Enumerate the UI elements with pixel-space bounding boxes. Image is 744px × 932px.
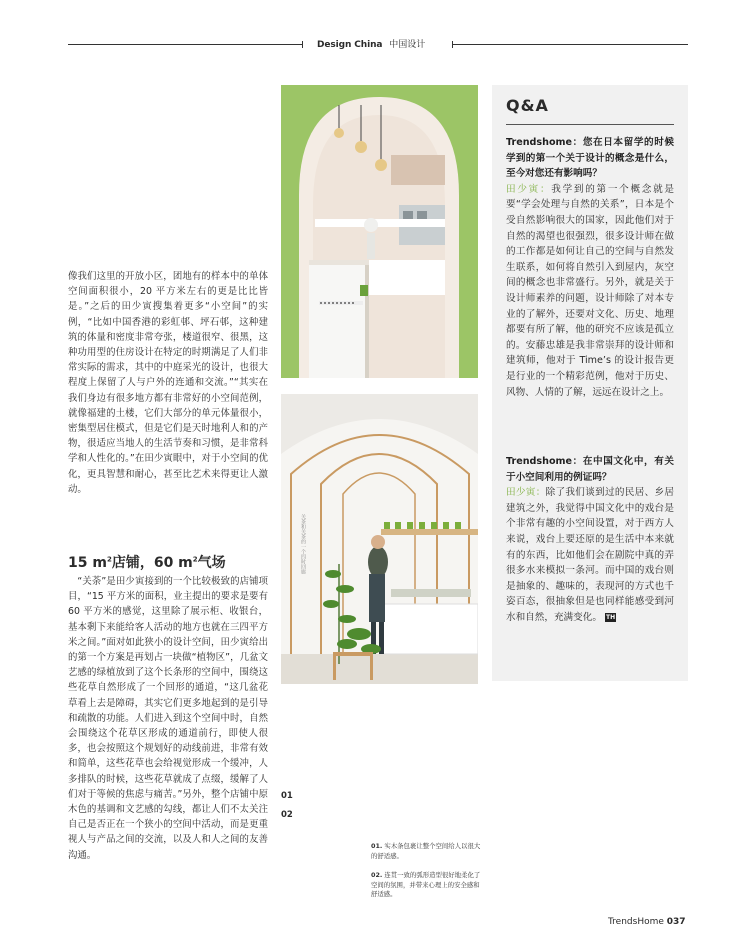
qa-block-1 (506, 135, 674, 400)
qa-answer-1-speaker: 田少寅： (506, 183, 552, 195)
caption-1-text: 实木条包裹让整个空间给人以很大的舒适感。 (371, 842, 481, 860)
figure-number-1: 01 (281, 791, 293, 801)
end-mark-badge: TH (606, 613, 616, 621)
photo-shop-arch (281, 85, 478, 378)
sign-tile (360, 285, 368, 296)
photo-shop-arch-illustration (281, 85, 478, 378)
qa-question-2: Trendshome：在中国文化中，有关于小空间利用的例证吗？ (506, 456, 674, 483)
qa-answer-1 (506, 182, 674, 400)
caption-1-number: 01. (371, 842, 383, 850)
caption-2 (371, 871, 483, 900)
header-section-cn: 中国设计 (389, 40, 426, 50)
page-footer (608, 917, 686, 927)
photo-shop-corridor (281, 394, 478, 684)
header-section-en: Design China (317, 40, 383, 50)
photo-shop-corridor-illustration (281, 394, 478, 684)
body-text-column-2 (68, 574, 268, 863)
figure-number-2: 02 (281, 810, 293, 820)
photo-vertical-sign: 关茶和关茶的一个四时回廊 (300, 514, 306, 574)
qa-block-2 (506, 454, 674, 626)
caption-1 (371, 842, 483, 861)
body-paragraph-1: 像我们这里的开放小区，团地有的样本中的单体空间面积很小，20 平方米左右的更是比比皆是。”之后的田少寅搜集着更多“小空间”的实例，“比如中国香港的彩虹邨、坪石邨，这种建筑的体量和密度非常夸张，楼道很窄、很黑，这种功用型的住房设计在特定的时期满足了人们非常实际的需求，其中的中庭采光的设计，也很大程度上保留了人与户外的连通和交流。”“其实在我们身边有很多地方都有非常好的小空间范例，就像福建的土楼，它们大部分的单元体量很小，密集型居住模式，但是它们是天时地利人和的产物，很适应当地人的生活节奏和习惯，是非常科学和人性化的。”在田少寅眼中，对于小空间的优化，更具智慧和耐心，甚至比艺术来得更让人激动。 (68, 271, 268, 495)
caption-2-text: 连贯一致的弧形造型很好地柔化了空间的氛围，并带来心理上的安全感和舒适感。 (371, 871, 481, 898)
footer-brand: TrendsHome (608, 917, 664, 927)
body-paragraph-2: “关荼”是田少寅接到的一个比较极致的店铺项目，“15 平方米的面积，业主提出的要求是要有 60 平方米的感觉，这里除了展示柜、收银台，基本剩下来能给客人活动的地方也就在三四平方米之间。”面对如此狭小的设计空间，田少寅给出的第一个方案是再划占一块做“植物区”，几盆文艺感的绿植放到了这个长条形的空间中，围绕这些花草自然形成了一个回形的通道，“这几盆花草看上去是障碍，其实它们更多地起到的是引导和疏散的功能。人们进入到这个空间中时，自然会围绕这个花草区形成的通道前行，即使人很多，也会按照这个规划好的动线前进，非常有效和简单，这些花草也会给视觉形成一个缓冲，人多排队的时候，这些花草就成了点缀，缓解了人们对于等候的焦虑与痛苦。”另外，整个店铺中原木色的基调和文艺感的勾线，都让人们不太关注自己是否正在一个狭小的空间中活动，而是更重视人与产品之间的交流，以及人和人之间的友善沟通。 (68, 576, 268, 861)
qa-title: Q&A (506, 96, 549, 115)
qa-title-rule (506, 124, 674, 125)
qa-answer-1-text: 我学到的第一个概念就是要“学会处理与自然的关系”，日本是个受自然影响很大的国家，因此他们对于自然的渴望也很强烈，很多设计师在做的工作都是如何让自己的空间与自然发生联系，如何将自然引入到屋内，灰空间的概念也非常盛行。另外，就是关于设计师素养的问题，设计师除了对本专业的了解外，还要对文化、历史、地理都要有所了解，他的研究不应该是孤立的。安藤忠雄是我非常崇拜的设计师和建筑师，他对于 Time’s 的设计报告更是行业的一个精彩范例，他对于历史、风物、人情的了解，远远在设计之上。 (506, 183, 675, 398)
section-heading: 15 $m^2$店铺，60 $m^2$气场 (68, 555, 226, 571)
header-rule-left-end (302, 41, 303, 48)
qa-answer-2-speaker: 田少寅： (506, 487, 546, 499)
page-number: 037 (666, 917, 686, 927)
header-rule-left (68, 44, 302, 45)
caption-2-number: 02. (371, 871, 383, 879)
qa-question-1: Trendshome：您在日本留学的时候学到的第一个关于设计的概念是什么，至今对您还有影响吗？ (506, 137, 674, 180)
qa-answer-2 (506, 485, 674, 625)
body-text-column-1 (68, 269, 268, 497)
header-rule-right (452, 44, 688, 45)
header-section-label (317, 37, 425, 50)
qa-answer-2-text: 除了我们谈到过的民居、乡居建筑之外，我觉得中国文化中的戏台是个非常有趣的小空间设置，对于西方人来说，戏台上要还原的是生活中本来就有的东西，比如他们会在剧院中真的弄很多水来模拟一条河。而中国的戏台则是抽象的、趣味的，表现河的方式也千姿百态，很抽象但是也同样能感受到河水和自然，充满变化。 (506, 487, 675, 623)
